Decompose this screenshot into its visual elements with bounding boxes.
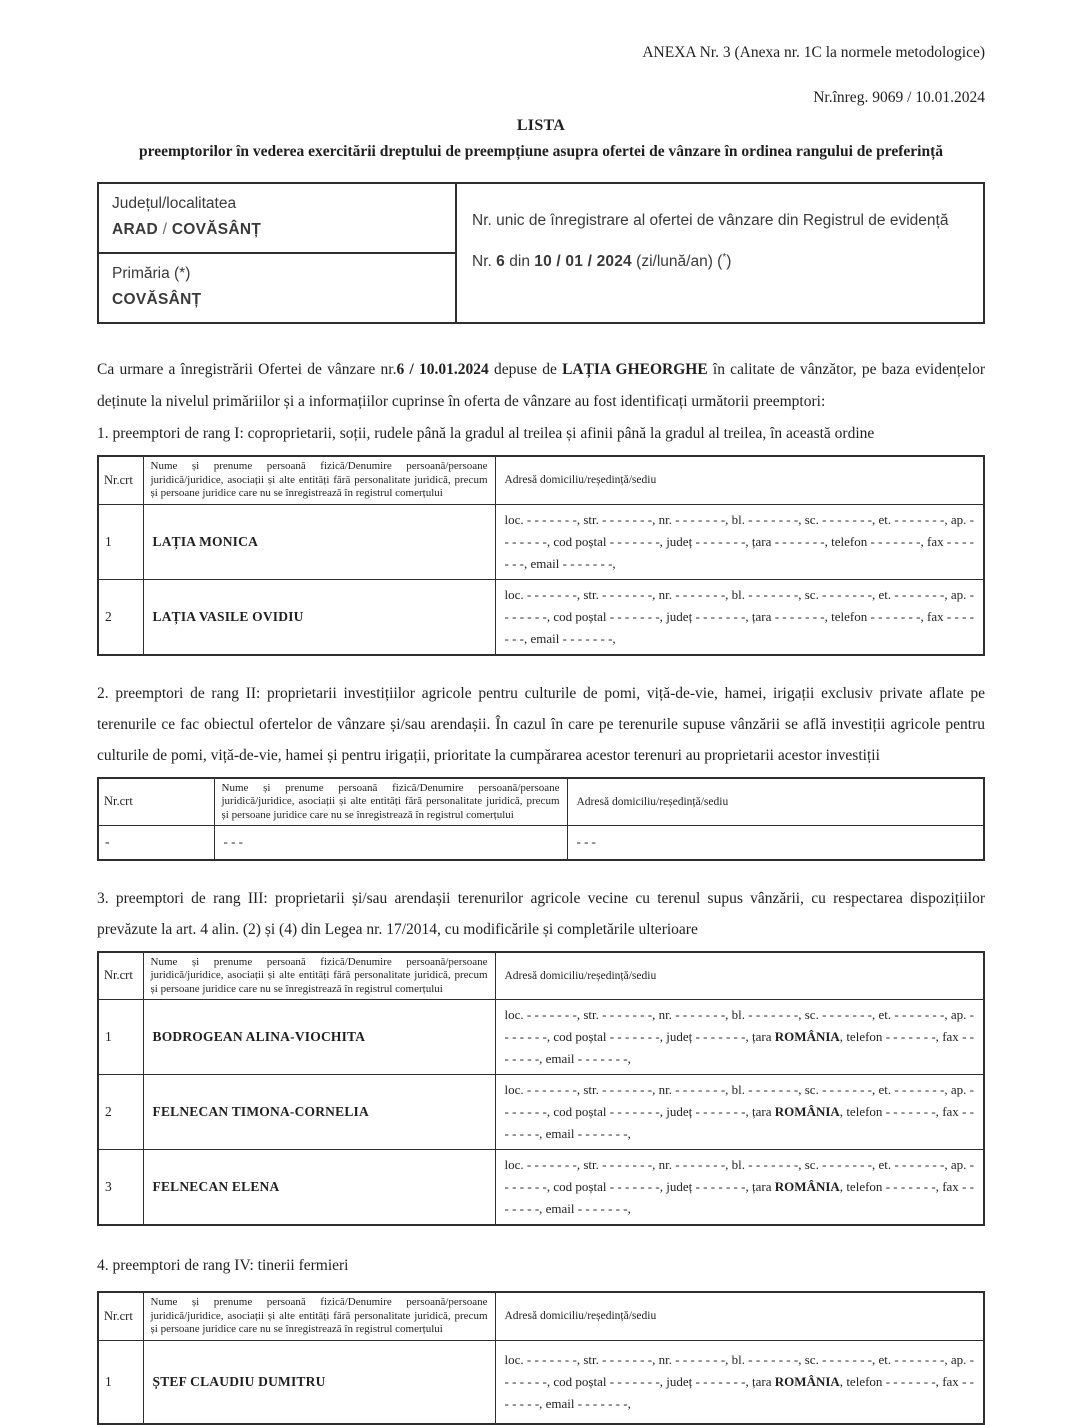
preemptor-address: [495, 1150, 984, 1226]
address-post: , telefon - - - - - - -, fax - - - - - - -, email - - - - - - -,: [504, 608, 975, 646]
rank1-header-row: [98, 456, 984, 504]
offer-number: 6: [496, 253, 505, 271]
intro-text-1: Ca urmare a înregistrării Ofertei de vânzare nr.: [97, 361, 397, 378]
preemptor-name: FELNECAN ELENA: [143, 1150, 495, 1226]
offer-reg-caption: Nr. unic de înregistrare al ofertei de vânzare din Registrul de evidență: [472, 212, 949, 229]
address-post: , telefon - - - - - - -, fax - - - - - - -, email - - - - - - -,: [504, 1104, 975, 1141]
section-3-heading: 3. preemptori de rang III: proprietarii și/sau arendașii terenurilor agricole vecine cu terenul supus vânzării, cu respectarea dispozițiilor prevăzute la art. 4 alin. (2) și (4) din Legea nr. 17/2014, cu modificările și completările ulterioare: [97, 889, 985, 938]
footnote-star: *: [722, 252, 727, 263]
section-4-heading: 4. preemptori de rang IV: tinerii fermieri: [97, 1257, 349, 1274]
row-number: 1: [98, 1000, 143, 1075]
offer-ref: 6 / 10.01.2024: [396, 361, 489, 378]
county-name: ARAD: [112, 221, 158, 238]
table-row: [98, 1340, 984, 1424]
col-header-nr: Nr.crt: [98, 952, 143, 1000]
address-country: ROMÂNIA: [774, 1104, 840, 1119]
address-country: - - - - - - -: [774, 533, 825, 549]
preemptor-name: LAȚIA VASILE OVIDIU: [143, 579, 495, 655]
col-header-nr: Nr.crt: [98, 1292, 143, 1340]
address-post: , telefon - - - - - - -, fax - - - - - - -, email - - - - - - -,: [504, 1029, 975, 1066]
address-country: ROMÂNIA: [774, 1029, 840, 1044]
rank1-table: [97, 455, 985, 656]
address-pre: loc. - - - - - - -, str. - - - - - - -, nr. - - - - - - -, bl. - - - - - - -, sc. - - - - - - -, et. - - - - - - -, ap. - - - - - - -, cod poștal - - - - - - -, județ - - - - - - -, țara: [504, 1007, 974, 1044]
row-number: 2: [98, 579, 143, 655]
preemptor-address: [495, 504, 984, 579]
annex-note: ANEXA Nr. 3 (Anexa nr. 1C la normele metodologice): [642, 44, 985, 61]
address-country: ROMÂNIA: [774, 1179, 840, 1194]
section-1-heading: 1. preemptori de rang I: coproprietarii, soții, rudele până la gradul al treilea și afinii până la gradul al treilea, în această ordine: [97, 425, 875, 442]
cityhall-label: Primăria (*): [112, 265, 191, 282]
offer-registration-cell: [457, 184, 983, 322]
address-post: , telefon - - - - - - -, fax - - - - - - -, email - - - - - - -,: [504, 1179, 975, 1216]
address-country: - - - - - - -: [774, 608, 825, 624]
offer-date: 10 / 01 / 2024: [534, 253, 632, 271]
col-header-nr: Nr.crt: [98, 456, 143, 504]
cityhall-value: COVĂSÂNȚ: [112, 291, 202, 308]
address-post: , telefon - - - - - - -, fax - - - - - - -, email - - - - - - -,: [504, 1373, 975, 1411]
seller-name: LAȚIA GHEORGHE: [562, 361, 708, 378]
cityhall-cell: [99, 254, 455, 322]
county-cell: [99, 184, 455, 254]
rank2-header-row: [98, 778, 984, 826]
address-pre: loc. - - - - - - -, str. - - - - - - -, nr. - - - - - - -, bl. - - - - - - -, sc. - - - - - - -, et. - - - - - - -, ap. - - - - - - -, cod poștal - - - - - - -, județ - - - - - - -, țara: [504, 586, 974, 624]
intro-text-3: în calitate de vânzător, pe baza evidențelor deținute la nivelul primăriilor și a informațiilor cuprinse în oferta de vânzare au fost identificați următorii preemptori:: [97, 361, 986, 410]
address-pre: loc. - - - - - - -, str. - - - - - - -, nr. - - - - - - -, bl. - - - - - - -, sc. - - - - - - -, et. - - - - - - -, ap. - - - - - - -, cod poștal - - - - - - -, județ - - - - - - -, țara: [504, 511, 974, 549]
col-header-name: Nume și prenume persoană fizică/Denumire persoană/persoane juridică/juridice, asociații și alte entități fără personalitate juridică, precum și persoane juridice care nu se înregistrează în registrul comerțului: [143, 456, 495, 504]
row-number: 3: [98, 1150, 143, 1226]
table-row: [98, 826, 984, 860]
address-pre: loc. - - - - - - -, str. - - - - - - -, nr. - - - - - - -, bl. - - - - - - -, sc. - - - - - - -, et. - - - - - - -, ap. - - - - - - -, cod poștal - - - - - - -, județ - - - - - - -, țara: [504, 1082, 974, 1119]
reg-close-paren: ): [726, 253, 732, 271]
row-number: -: [98, 826, 214, 860]
preemptor-address: [495, 1000, 984, 1075]
preemptor-name: ȘTEF CLAUDIU DUMITRU: [143, 1340, 495, 1424]
col-header-address: Adresă domiciliu/reședință/sediu: [495, 456, 984, 504]
reg-format-note: (zi/lună/an) (: [631, 253, 723, 271]
row-number: 1: [98, 1340, 143, 1424]
table-row: [98, 504, 984, 579]
locality-name: COVĂSÂNȚ: [171, 221, 262, 238]
preemptor-name: BODROGEAN ALINA-VIOCHITA: [143, 1000, 495, 1075]
rank2-table: [97, 777, 985, 861]
address-post: , telefon - - - - - - -, fax - - - - - - -, email - - - - - - -,: [504, 533, 975, 571]
table-row: [98, 1150, 984, 1226]
col-header-name: Nume și prenume persoană fizică/Denumire persoană/persoane juridică/juridice, asociații și alte entități fără personalitate juridică, precum și persoane juridice care nu se înregistrează în registrul comerțului: [143, 952, 495, 1000]
col-header-address: Adresă domiciliu/reședință/sediu: [495, 952, 984, 1000]
intro-paragraph: [97, 354, 985, 418]
row-number: 2: [98, 1075, 143, 1150]
preemptor-name: FELNECAN TIMONA-CORNELIA: [143, 1075, 495, 1150]
address-country: ROMÂNIA: [774, 1373, 840, 1389]
address-pre: loc. - - - - - - -, str. - - - - - - -, nr. - - - - - - -, bl. - - - - - - -, sc. - - - - - - -, et. - - - - - - -, ap. - - - - - - -, cod poștal - - - - - - -, județ - - - - - - -, țara: [504, 1351, 974, 1389]
col-header-address: Adresă domiciliu/reședință/sediu: [567, 778, 984, 826]
preemptor-address: [495, 1075, 984, 1150]
section-2-heading: 2. preemptori de rang II: proprietarii investițiilor agricole pentru culturile de pomi, viță-de-vie, hamei, irigații exclusiv private aflate pe terenurile ce fac obiectul ofertelor de vânzare și/sau arendașii. În cazul în care pe terenurile supuse vânzării se află investiții agricole pentru culturile de pomi, viță-de-vie, hamei și pentru irigații, prioritate la cumpărarea acestor terenuri au proprietarii acestor investiții: [97, 684, 985, 764]
row-number: 1: [98, 504, 143, 579]
rank4-header-row: [98, 1292, 984, 1340]
offer-reg-line: [472, 243, 968, 277]
col-header-address: Adresă domiciliu/reședință/sediu: [495, 1292, 984, 1340]
registration-number-line: Nr.înreg. 9069 / 10.01.2024: [813, 89, 985, 106]
col-header-name: Nume și prenume persoană fizică/Denumire persoană/persoane juridică/juridice, asociații și alte entități fără personalitate juridică, precum și persoane juridice care nu se înregistrează în registrul comerțului: [214, 778, 567, 826]
table-row: [98, 1000, 984, 1075]
table-row: [98, 1075, 984, 1150]
county-value: [112, 221, 442, 239]
preemptor-address: - - -: [567, 826, 984, 860]
col-header-name: Nume și prenume persoană fizică/Denumire persoană/persoane juridică/juridice, asociații și alte entități fără personalitate juridică, precum și persoane juridice care nu se înregistrează în registrul comerțului: [143, 1292, 495, 1340]
table-row: [98, 579, 984, 655]
county-locality-separator: /: [157, 221, 172, 238]
rank3-header-row: [98, 952, 984, 1000]
reg-prefix: Nr.: [472, 253, 497, 271]
rank4-table: [97, 1291, 985, 1425]
info-box-left-column: [99, 184, 457, 322]
col-header-nr: Nr.crt: [98, 778, 214, 826]
county-label: Județul/localitatea: [112, 195, 237, 212]
preemptor-name: LAȚIA MONICA: [143, 504, 495, 579]
preemptor-address: [495, 1340, 984, 1424]
info-box: [97, 182, 985, 324]
rank3-table: [97, 951, 985, 1227]
intro-text-2: depuse de: [488, 361, 563, 378]
reg-din: din: [504, 253, 535, 271]
preemptor-name: - - -: [214, 826, 567, 860]
address-pre: loc. - - - - - - -, str. - - - - - - -, nr. - - - - - - -, bl. - - - - - - -, sc. - - - - - - -, et. - - - - - - -, ap. - - - - - - -, cod poștal - - - - - - -, județ - - - - - - -, țara: [504, 1157, 974, 1194]
page-title: LISTA: [516, 117, 566, 134]
page-subtitle: preemptorilor în vederea exercitării dreptului de preempțiune asupra ofertei de vânzare în ordinea rangului de preferință: [138, 143, 944, 160]
preemptor-address: [495, 579, 984, 655]
